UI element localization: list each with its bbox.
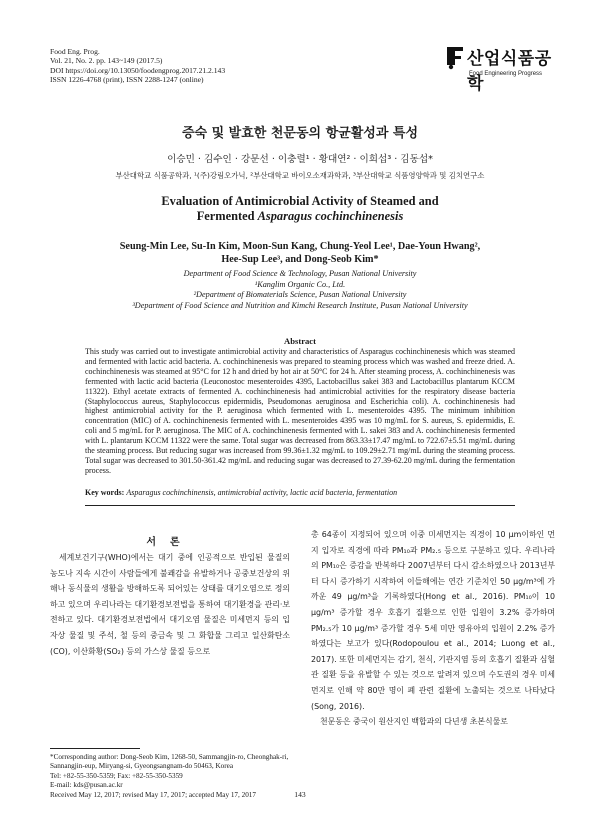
keywords-text: Asparagus cochinchinensis, antimicrobial activity, lactic acid bacteria, fermentation: [126, 488, 398, 497]
logo-korean-text: 산업식품공학: [467, 49, 552, 94]
flask-logo-icon: [445, 46, 467, 70]
affiliation-line: Department of Food Science & Technology, Pusan National University: [183, 269, 417, 278]
english-title-species: Asparagus cochinchinenesis: [257, 209, 404, 223]
contact-email[interactable]: E-mail: kds@pusan.ac.kr: [50, 781, 123, 790]
intro-left-column: 세계보건기구(WHO)에서는 대기 중에 인공적으로 반입된 물질의 농도나 지속 시간이 사람들에게 불쾌감을 유발하거나 공중보건상의 위해나 동식물의 생활을 방해하도록 되어있는 상태를 대기오염으로 정의하고 있으며 우리나라는 대기환경보전법을 통하여 대기환경을 관리·보전하고 있다. 대기환경보전법에서 대기오염 물질은 미세먼지 등의 입자상 물질 및 주석, 철 등의 중금속 및 그 화합물 그리고 일산화탄소(CO), 이산화황(SO₂) 등의 가스상 물질 등으로: [50, 553, 290, 656]
korean-title: 증숙 및 발효한 천문동의 항균활성과 특성: [181, 126, 419, 141]
abstract-divider: [85, 505, 515, 506]
section-heading-introduction: 서론: [146, 537, 194, 548]
english-authors: [60, 240, 540, 266]
corresponding-author: *Corresponding author: Dong-Seob Kim, 1268-50, Sammangjin-ro, Cheonghak-ri, Sannangjin-eup, Miryang-si, Gyeongsangnam-do 50463, Korea: [50, 753, 289, 771]
journal-logo: [445, 44, 563, 94]
abstract-heading: Abstract: [284, 336, 316, 346]
footnote-divider: [50, 748, 140, 749]
english-title-line1: Evaluation of Antimicrobial Activity of Steamed and: [161, 194, 439, 208]
logo-english-text: Food Engineering Progress: [469, 71, 543, 77]
abstract-text: This study was carried out to investigate antimicrobial activity and characteristics of Asparagus cochinchinenesis which was steamed and fermented with lactic acid bacteria. A. cochinchinenesis was prepared to steaming process which was washed and freeze dried. A. cochinchinenesis was steamed at 95°C for 12 h and dried by hot air at 50°C for 24 h. After steaming process, A. cochinchinenesis was fermented with lactic acid bacteria (Leuconostoc mesenteroides 4395, Lactobacillus sakei 383 and Lactobacillus plantarum KCCM 11322). Ethyl acetate extracts of fermented A. cochinchinenesis had antimicrobial activities for the respiratory disease bacteria (Staphylococcus aureus, Staphylococcus epidermidis, Pseudomonas aeruginosa and Escherichia coli). A. cochinchinenesis had highest antimicrobial activity for the P. aeruginosa which fermented with L. mesenteroides 4395. The minimum inhibition concentration (MIC) of A. cochinchinenesis fermented with L. mesenteroides 4395 was 10 mg/mL for S. aureus, S. epidermidis, E. coli and 5 mg/mL for P. aeruginosa. The MIC of A. cochinchinenesis fermented with L. sakei 383 and A. cochinchinenesis fermented with L. plantarum KCCM 11322 were the same. Total sugar was decreased from 863.33±17.47 mg/mL to 722.67±5.51 mg/mL during the steaming process. But reducing sugar was increased from 99.36±1.32 mg/mL to 109.29±2.71 mg/mL during the steaming process. Total sugar was decreased to 301.50-361.42 mg/mL and reducing sugar was decreased to 27.39-62.20 mg/mL during the fermentation process.: [85, 347, 515, 475]
page-number: 143: [294, 790, 306, 799]
contact-tel: Tel: +82-55-350-5359; Fax: +82-55-350-5359: [50, 771, 183, 780]
journal-info: [50, 47, 225, 85]
received-dates: Received May 12, 2017; revised May 17, 2017; accepted May 17, 2017: [50, 790, 256, 799]
english-authors-line1: Seung-Min Lee, Su-In Kim, Moon-Sun Kang, Chung-Yeol Lee¹, Dae-Youn Hwang²,: [119, 241, 481, 252]
english-title-prefix: Fermented: [196, 209, 258, 223]
intro-right-paragraph2: 천문동은 중국이 원산지인 백합과의 다년생 초본식물로: [320, 717, 508, 727]
english-authors-line2: Hee-Sup Lee³, and Dong-Seob Kim*: [221, 254, 379, 265]
keywords: [85, 488, 515, 497]
journal-name: Food Eng. Prog.: [50, 47, 100, 56]
journal-issn: ISSN 1226-4768 (print), ISSN 2288-1247 (online): [50, 75, 204, 85]
affiliation-line: ¹Kanglim Organic Co., Ltd.: [254, 279, 346, 289]
korean-authors: 이승민 · 김수인 · 강문선 · 이충렬¹ · 황대연² · 이희섭³ · 김동섭*: [167, 154, 433, 165]
affiliation-line: ²Department of Biomaterials Science, Pusan National University: [193, 290, 407, 299]
journal-volume: Vol. 21, No. 2. pp. 143~149 (2017.5): [50, 56, 163, 66]
journal-doi[interactable]: DOI https://doi.org/10.13050/foodengprog.2017.21.2.143: [50, 65, 226, 75]
english-title-line2: [0, 209, 600, 224]
intro-right-column: [311, 527, 555, 730]
keywords-label: Key words:: [85, 488, 125, 497]
english-affiliations: [0, 269, 600, 311]
korean-affiliations: 부산대학교 식품공학과, ¹(주)강림오가닉, ²부산대학교 바이오소재과학과, ³부산대학교 식품영양학과 및 김치연구소: [115, 171, 485, 180]
affiliation-line: ³Department of Food Science and Nutrition and Kimchi Research Institute, Pusan National University: [132, 300, 468, 310]
intro-right-paragraph1: 총 64종이 지정되어 있으며 이중 미세먼지는 직경이 10 μm이하인 먼지 입자로 직경에 따라 PM₁₀과 PM₂.₅ 등으로 구분하고 있다. 우리나라의 PM₁₀은 증감을 반복하다 2007년부터 다시 감소하였으나 2013년부터 다시 증가하기 시작하여 이들해에는 연간 기준치인 50 μg/m³에 가까운 49 μg/m³을 기록하였다(Hong et al., 2016). PM₁₀이 10 μg/m³ 증가할 경우 호흡기 질환으로 인한 입원이 3.2% 증가하며 PM₂.₅가 10 μg/m³ 증가할 경우 5세 미만 영유아의 입원이 2.2% 증가하였다는 보고가 있다(Rodopoulou et al., 2014; Luong et al., 2017). 또한 미세먼지는 감기, 천식, 기관지염 등의 호흡기 질환과 심혈관 질환 등을 유발할 수 있는 것으로 알려져 있으며 수도권의 경우 미세먼지로 인해 약 80만 명이 폐 관련 질환에 노출되는 것으로 나타났다(Song, 2016).: [311, 530, 555, 711]
english-title: [0, 194, 600, 224]
